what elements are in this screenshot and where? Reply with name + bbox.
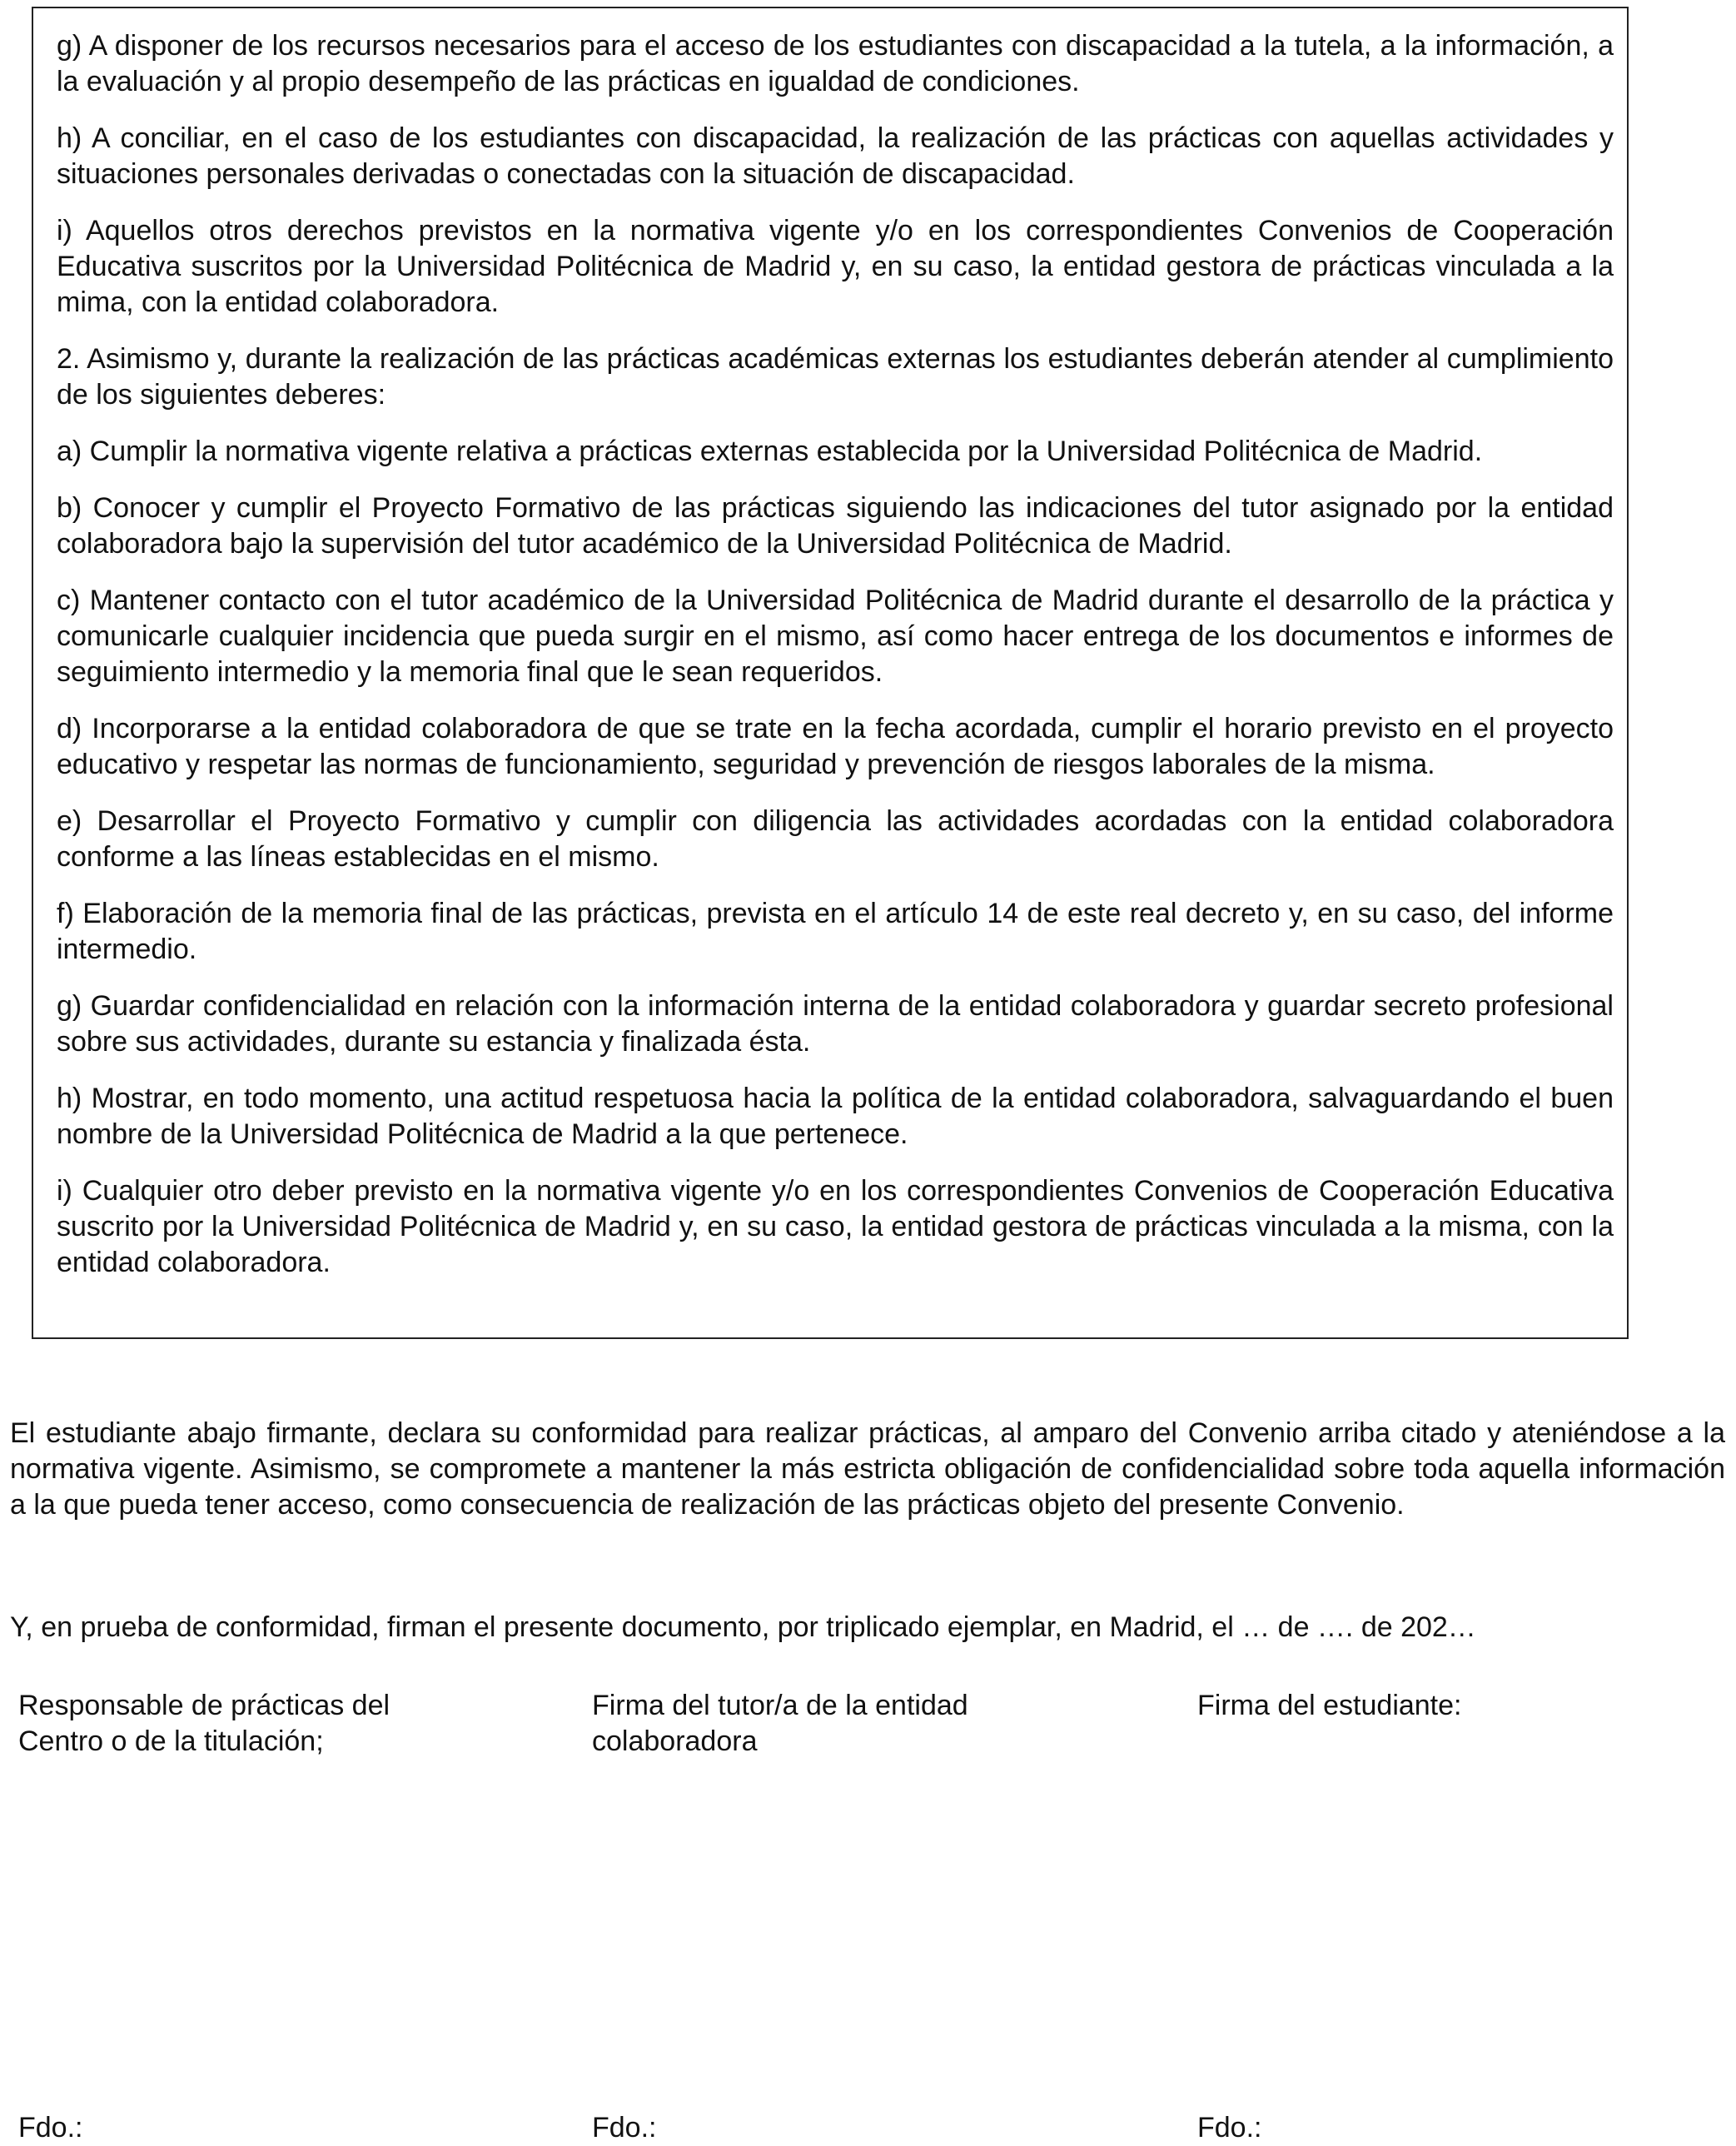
paragraph-right-g: g) A disponer de los recursos necesarios para el acceso de los estudiantes con discapacidad a la tutela, a la información, a la evaluación y al propio desempeño de las prácticas en igualdad de condiciones. <box>57 30 1614 97</box>
paragraph-duty-b: b) Conocer y cumplir el Proyecto Formativo de las prácticas siguiendo las indicaciones del tutor asignado por la entidad colaboradora bajo la supervisión del tutor académico de la Universidad Politécnica de Madrid. <box>57 492 1614 560</box>
paragraph-duty-h: h) Mostrar, en todo momento, una actitud respetuosa hacia la política de la entidad colaboradora, salvaguardando el buen nombre de la Universidad Politécnica de Madrid a la que pertenece. <box>57 1083 1614 1150</box>
student-declaration: El estudiante abajo firmante, declara su conformidad para realizar prácticas, al amparo del Convenio arriba citado y ateniéndose a la normativa vigente. Asimismo, se compromete a mantener la más estricta obligación de confidencialidad sobre toda aquella información a la que pueda tener acceso, como consecuencia de realización de las prácticas objeto del presente Convenio. <box>10 1417 1725 1521</box>
paragraph-duty-f: f) Elaboración de la memoria final de las prácticas, prevista en el artículo 14 de este real decreto y, en su caso, del informe intermedio. <box>57 898 1614 965</box>
paragraph-duty-g: g) Guardar confidencialidad en relación con la información interna de la entidad colaboradora y guardar secreto profesional sobre sus actividades, durante su estancia y finalizada ésta. <box>57 990 1614 1058</box>
paragraph-duty-e: e) Desarrollar el Proyecto Formativo y cumplir con diligencia las actividades acordadas con la entidad colaboradora conforme a las líneas establecidas en el mismo. <box>57 805 1614 873</box>
fdo-student: Fdo.: <box>1197 2112 1262 2144</box>
signature-block-tutor <box>592 1688 1125 1760</box>
fdo-tutor: Fdo.: <box>592 2112 657 2144</box>
signature-title-line2: Centro o de la titulación; <box>18 1725 324 1757</box>
paragraph-right-i: i) Aquellos otros derechos previstos en la normativa vigente y/o en los correspondientes Convenios de Cooperación Educativa suscritos por la Universidad Politécnica de Madrid y, en su caso, la entidad gestora de prácticas vinculada a la mima, con la entidad colaboradora. <box>57 215 1614 318</box>
fdo-center: Fdo.: <box>18 2112 83 2144</box>
signature-block-student <box>1197 1688 1697 1724</box>
signature-title-line1: Firma del estudiante: <box>1197 1690 1462 1721</box>
paragraph-duty-a: a) Cumplir la normativa vigente relativa a prácticas externas establecida por la Universidad Politécnica de Madrid. <box>57 436 1483 467</box>
paragraph-duty-c: c) Mantener contacto con el tutor académico de la Universidad Politécnica de Madrid durante el desarrollo de la práctica y comunicarle cualquier incidencia que pueda surgir en el mismo, así como hacer entrega de los documentos e informes de seguimiento intermedio y la memoria final que le sean requeridos. <box>57 585 1614 688</box>
rights-duties-box <box>32 7 1629 1339</box>
signature-block-center <box>18 1688 518 1760</box>
signature-title-line1: Responsable de prácticas del <box>18 1690 390 1721</box>
paragraph-right-h: h) A conciliar, en el caso de los estudiantes con discapacidad, la realización de las prácticas con aquellas actividades y situaciones personales derivadas o conectadas con la situación de discapacidad. <box>57 122 1614 190</box>
signature-title-line1: Firma del tutor/a de la entidad <box>592 1690 968 1721</box>
conformity-statement: Y, en prueba de conformidad, firman el presente documento, por triplicado ejemplar, en Madrid, el … de …. de 202… <box>10 1611 1476 1643</box>
signature-title-line2: colaboradora <box>592 1725 758 1757</box>
paragraph-duty-i: i) Cualquier otro deber previsto en la normativa vigente y/o en los correspondientes Convenios de Cooperación Educativa suscrito por la Universidad Politécnica de Madrid y, en su caso, la entidad gestora de prácticas vinculada a la misma, con la entidad colaboradora. <box>57 1175 1614 1278</box>
paragraph-duty-d: d) Incorporarse a la entidad colaboradora de que se trate en la fecha acordada, cumplir el horario previsto en el proyecto educativo y respetar las normas de funcionamiento, seguridad y prevención de riesgos laborales de la misma. <box>57 713 1614 780</box>
paragraph-duties-intro: 2. Asimismo y, durante la realización de las prácticas académicas externas los estudiantes deberán atender al cumplimiento de los siguientes deberes: <box>57 343 1614 411</box>
